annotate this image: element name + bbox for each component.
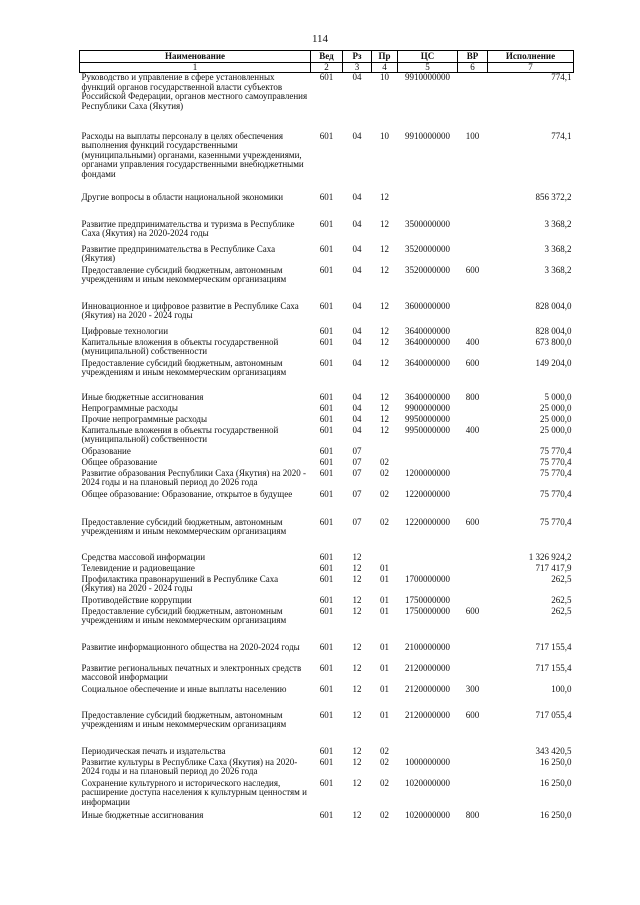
row-value: 717 417,9: [535, 562, 572, 573]
row-rz: 04: [352, 325, 362, 336]
table-row: [80, 220, 574, 245]
row-cs: [398, 193, 458, 220]
header-number: 6: [458, 63, 488, 73]
row-name: Противодействие коррупции: [81, 594, 192, 605]
row-value: 717 155,4: [535, 662, 572, 673]
table-body: [80, 73, 574, 823]
table-row: [80, 245, 574, 266]
table-row: [80, 643, 574, 664]
row-ved: 601: [319, 562, 334, 573]
row-pr: 02: [380, 488, 389, 499]
row-pr: 02: [380, 756, 389, 767]
row-ved: 601: [319, 709, 334, 720]
row-pr: 12: [380, 391, 389, 402]
row-ved: 601: [319, 551, 334, 562]
row-ved: 601: [319, 424, 334, 435]
row-rz: 12: [352, 777, 362, 788]
table-row: [80, 359, 574, 393]
row-pr: 01: [380, 641, 389, 652]
table-row: [80, 338, 574, 359]
row-name: Расходы на выплаты персоналу в целях обеспечения выполнения функций государственными (муниципальными) органами, казенными учреждениями, органами управления государственными внебюджетными фондами: [81, 130, 304, 179]
row-pr: 01: [380, 662, 389, 673]
row-vr: 600: [465, 264, 480, 275]
row-pr: 12: [380, 243, 389, 254]
row-value: 262,5: [551, 573, 572, 584]
table-row: [80, 711, 574, 747]
row-name: Предоставление субсидий бюджетным, автономным учреждениям и иным некоммерческим организациям: [81, 516, 287, 537]
row-cs: 3520000000: [405, 243, 450, 254]
header-number: 2: [311, 63, 343, 73]
row-name: Непрограммные расходы: [81, 402, 178, 413]
row-vr: 600: [465, 516, 480, 527]
row-rz: 12: [352, 756, 362, 767]
row-value: 774,1: [551, 72, 572, 83]
table-row: [80, 73, 574, 132]
row-value: 25 000,0: [540, 413, 572, 424]
table-row: [80, 758, 574, 779]
table-row: [80, 469, 574, 490]
row-ved: 601: [319, 662, 334, 673]
row-value: 774,1: [551, 130, 572, 141]
row-cs: 1200000000: [405, 467, 450, 478]
row-cs: 3600000000: [405, 300, 450, 311]
row-name: Телевидение и радиовещание: [81, 562, 195, 573]
table-row: [80, 518, 574, 553]
row-rz: 04: [352, 391, 362, 402]
row-ved: 601: [319, 243, 334, 254]
row-name: Развитие культуры в Республике Саха (Якутия) на 2020-2024 годы и на плановый период до 2026 года: [81, 756, 298, 777]
row-ved: 601: [319, 445, 334, 456]
row-value: 828 004,0: [535, 300, 572, 311]
row-ved: 601: [319, 357, 334, 368]
row-cs: 3500000000: [405, 218, 450, 229]
row-rz: 07: [352, 445, 362, 456]
row-ved: 601: [319, 488, 334, 499]
row-ved: 601: [319, 264, 334, 275]
row-vr: 300: [465, 683, 480, 694]
row-name: Капитальные вложения в объекты государственной (муниципальной) собственности: [81, 424, 279, 445]
row-rz: 04: [352, 191, 362, 202]
row-rz: 12: [352, 605, 362, 616]
row-name: Периодическая печать и издательства: [81, 745, 226, 756]
row-pr: 02: [380, 456, 389, 467]
table-row: [80, 685, 574, 711]
row-cs: [398, 553, 458, 564]
row-rz: 12: [352, 594, 362, 605]
row-ved: 601: [319, 300, 334, 311]
row-pr: 12: [380, 424, 389, 435]
row-pr: 02: [380, 467, 389, 478]
row-vr: [458, 469, 488, 490]
row-rz: 12: [352, 809, 362, 820]
table-row: [80, 302, 574, 327]
table-row: [80, 575, 574, 596]
row-pr: 01: [380, 683, 389, 694]
row-cs: 9900000000: [405, 402, 450, 413]
row-name: Развитие региональных печатных и электронных средств массовой информации: [81, 662, 302, 683]
row-value: 856 372,2: [535, 191, 572, 202]
row-name: Предоставление субсидий бюджетным, автономным учреждениям и иным некоммерческим организациям: [81, 605, 287, 626]
row-vr: 800: [465, 809, 480, 820]
row-ved: 601: [319, 605, 334, 616]
header-cs: ЦС: [398, 51, 458, 63]
row-value: 717 055,4: [535, 709, 572, 720]
header-vr: ВР: [458, 51, 488, 63]
row-value: 3 368,2: [544, 243, 572, 254]
table-header-row: [80, 51, 574, 63]
row-name: Общее образование: [81, 456, 158, 467]
row-cs: [398, 447, 458, 458]
row-value: 3 368,2: [544, 264, 572, 275]
row-name: Инновационное и цифровое развитие в Республике Саха (Якутия) на 2020 - 2024 годы: [81, 300, 299, 321]
row-value: 343 420,5: [535, 745, 572, 756]
row-pr: 02: [380, 777, 389, 788]
row-value: 75 770,4: [540, 456, 572, 467]
table-row: [80, 607, 574, 643]
header-number: 4: [372, 63, 398, 73]
row-rz: 12: [352, 551, 362, 562]
row-pr: 12: [380, 402, 389, 413]
row-value: 75 770,4: [540, 516, 572, 527]
row-value: 75 770,4: [540, 467, 572, 478]
table-row: [80, 132, 574, 193]
row-rz: 12: [352, 709, 362, 720]
header-number: 7: [488, 63, 574, 73]
row-rz: 04: [352, 424, 362, 435]
row-rz: 07: [352, 456, 362, 467]
row-rz: 12: [352, 641, 362, 652]
row-vr: 800: [465, 391, 480, 402]
row-cs: 1220000000: [405, 488, 450, 499]
row-ved: 601: [319, 573, 334, 584]
row-cs: 9950000000: [405, 413, 450, 424]
header-ved: Вед: [311, 51, 343, 63]
row-name: Средства массовой информации: [81, 551, 206, 562]
row-ved: 601: [319, 809, 334, 820]
row-rz: 12: [352, 745, 362, 756]
row-vr: [458, 747, 488, 758]
row-cs: 1000000000: [405, 756, 450, 767]
row-cs: 2120000000: [405, 683, 450, 694]
table-header-number-row: [80, 63, 574, 73]
row-ved: 601: [319, 218, 334, 229]
row-cs: 3640000000: [405, 357, 450, 368]
row-vr: [458, 302, 488, 327]
row-ved: 601: [319, 594, 334, 605]
row-pr: 12: [380, 264, 389, 275]
row-value: 75 770,4: [540, 488, 572, 499]
row-name: Развитие предпринимательства в Республике Саха (Якутия): [81, 243, 276, 264]
row-rz: 12: [352, 562, 362, 573]
row-pr: 12: [380, 191, 389, 202]
row-cs: 9950000000: [405, 424, 450, 435]
header-pr: Пр: [372, 51, 398, 63]
row-vr: 600: [465, 709, 480, 720]
row-name: Сохранение культурного и исторического наследия, расширение доступа населения к культурным ценностям и информации: [81, 777, 307, 807]
row-vr: [458, 447, 488, 458]
row-rz: 04: [352, 357, 362, 368]
row-pr: 01: [380, 573, 389, 584]
row-vr: 600: [465, 605, 480, 616]
row-name: Предоставление субсидий бюджетным, автономным учреждениям и иным некоммерческим организациям: [81, 264, 287, 285]
row-value: 717 155,4: [535, 641, 572, 652]
row-name: Капитальные вложения в объекты государственной (муниципальной) собственности: [81, 336, 279, 357]
row-pr: 12: [380, 336, 389, 347]
row-pr: 01: [380, 605, 389, 616]
row-rz: 04: [352, 413, 362, 424]
header-number: 1: [80, 63, 311, 73]
row-vr: 600: [465, 357, 480, 368]
row-rz: 04: [352, 264, 362, 275]
row-vr: 100: [465, 130, 480, 141]
row-cs: 9910000000: [405, 130, 450, 141]
row-vr: [458, 575, 488, 596]
row-ved: 601: [319, 777, 334, 788]
row-cs: 3640000000: [405, 336, 450, 347]
row-name: Развитие предпринимательства и туризма в Республике Саха (Якутия) на 2020-2024 годы: [81, 218, 295, 239]
row-pr: 01: [380, 562, 389, 573]
row-name: Развитие образования Республики Саха (Якутия) на 2020 - 2024 годы и на плановый период до 2026 года: [81, 467, 307, 488]
row-rz: 12: [352, 662, 362, 673]
row-vr: [458, 564, 488, 575]
row-cs: 1020000000: [405, 777, 450, 788]
row-name: Иные бюджетные ассигнования: [81, 809, 204, 820]
row-ved: 601: [319, 516, 334, 527]
row-name: Общее образование: Образование, открытое в будущее: [81, 488, 293, 499]
row-ved: 601: [319, 756, 334, 767]
row-cs: 1700000000: [405, 573, 450, 584]
row-pr: 10: [380, 130, 389, 141]
row-value: 25 000,0: [540, 424, 572, 435]
row-vr: [458, 404, 488, 415]
table-row: [80, 490, 574, 518]
row-pr: 02: [380, 745, 389, 756]
row-value: 1 326 924,2: [528, 551, 572, 562]
row-name: Профилактика правонарушений в Республике Саха (Якутия) на 2020 - 2024 годы: [81, 573, 279, 594]
row-vr: 400: [465, 336, 480, 347]
table-row: [80, 193, 574, 220]
header-rz: Рз: [343, 51, 372, 63]
row-pr: 12: [380, 357, 389, 368]
row-value: 75 770,4: [540, 445, 572, 456]
row-ved: 601: [319, 641, 334, 652]
row-ved: 601: [319, 413, 334, 424]
row-rz: 07: [352, 488, 362, 499]
row-ved: 601: [319, 456, 334, 467]
row-rz: 04: [352, 218, 362, 229]
row-name: Другие вопросы в области национальной экономики: [81, 191, 284, 202]
budget-table: [79, 50, 574, 823]
row-ved: 601: [319, 72, 334, 83]
row-name: Цифровые технологии: [81, 325, 169, 336]
row-cs: 1750000000: [405, 605, 450, 616]
row-rz: 04: [352, 243, 362, 254]
table-row: [80, 266, 574, 302]
row-rz: 07: [352, 516, 362, 527]
row-cs: 3640000000: [405, 325, 450, 336]
row-rz: 04: [352, 130, 362, 141]
row-value: 16 250,0: [540, 756, 572, 767]
page-number: 114: [311, 33, 329, 45]
row-value: 100,0: [551, 683, 572, 694]
table-row: [80, 779, 574, 811]
row-ved: 601: [319, 130, 334, 141]
row-value: 262,5: [551, 594, 572, 605]
row-rz: 04: [352, 72, 362, 83]
row-vr: [458, 643, 488, 664]
row-pr: 10: [380, 72, 389, 83]
row-vr: [458, 779, 488, 811]
row-vr: [458, 73, 488, 132]
row-name: Руководство и управление в сфере установленных функций органов государственной власти субъектов Российской Федерации, органов местного самоуправления Республики Саха (Якутия): [81, 72, 308, 111]
row-pr: 12: [380, 218, 389, 229]
row-ved: 601: [319, 467, 334, 478]
table-row: [80, 811, 574, 823]
row-vr: [458, 490, 488, 518]
row-vr: [458, 664, 488, 685]
row-cs: 1020000000: [405, 809, 450, 820]
row-vr: [458, 245, 488, 266]
row-rz: 12: [352, 573, 362, 584]
row-value: 262,5: [551, 605, 572, 616]
row-name: Прочие непрограммные расходы: [81, 413, 208, 424]
row-ved: 601: [319, 745, 334, 756]
row-rz: 07: [352, 467, 362, 478]
row-cs: 3520000000: [405, 264, 450, 275]
table-row: [80, 664, 574, 685]
row-value: 828 004,0: [535, 325, 572, 336]
header-number: 5: [398, 63, 458, 73]
row-rz: 12: [352, 683, 362, 694]
header-value: Исполнение: [488, 51, 574, 63]
row-name: Иные бюджетные ассигнования: [81, 391, 204, 402]
row-vr: 400: [465, 424, 480, 435]
row-vr: [458, 220, 488, 245]
row-ved: 601: [319, 402, 334, 413]
row-ved: 601: [319, 336, 334, 347]
row-rz: 04: [352, 336, 362, 347]
row-cs: 1220000000: [405, 516, 450, 527]
row-pr: 12: [380, 413, 389, 424]
table-row: [80, 426, 574, 447]
row-vr: [458, 193, 488, 220]
row-name: Предоставление субсидий бюджетным, автономным учреждениям и иным некоммерческим организациям: [81, 357, 287, 378]
row-name: Образование: [81, 445, 131, 456]
row-value: 16 250,0: [540, 777, 572, 788]
row-value: 673 800,0: [535, 336, 572, 347]
row-name: Предоставление субсидий бюджетным, автономным учреждениям и иным некоммерческим организациям: [81, 709, 287, 730]
row-name: Социальное обеспечение и иные выплаты населению: [81, 683, 287, 694]
row-rz: 04: [352, 300, 362, 311]
row-cs: 9910000000: [405, 72, 450, 83]
row-cs: 2120000000: [405, 662, 450, 673]
row-value: 16 250,0: [540, 809, 572, 820]
row-cs: 3640000000: [405, 391, 450, 402]
row-value: 3 368,2: [544, 218, 572, 229]
header-name: Наименование: [80, 51, 311, 63]
row-ved: 601: [319, 325, 334, 336]
header-number: 3: [343, 63, 372, 73]
row-pr: 01: [380, 594, 389, 605]
row-cs: 2120000000: [405, 709, 450, 720]
row-ved: 601: [319, 191, 334, 202]
row-vr: [458, 758, 488, 779]
row-pr: 12: [380, 300, 389, 311]
row-pr: 02: [380, 516, 389, 527]
row-cs: 1750000000: [405, 594, 450, 605]
row-value: 5 000,0: [544, 391, 572, 402]
row-pr: 12: [380, 325, 389, 336]
row-pr: 01: [380, 709, 389, 720]
row-value: 25 000,0: [540, 402, 572, 413]
row-rz: 04: [352, 402, 362, 413]
row-vr: [458, 458, 488, 469]
row-pr: 02: [380, 809, 389, 820]
row-ved: 601: [319, 391, 334, 402]
row-ved: 601: [319, 683, 334, 694]
row-cs: 2100000000: [405, 641, 450, 652]
row-value: 149 204,0: [535, 357, 572, 368]
row-name: Развитие информационного общества на 2020-2024 годы: [81, 641, 300, 652]
row-vr: [458, 553, 488, 564]
